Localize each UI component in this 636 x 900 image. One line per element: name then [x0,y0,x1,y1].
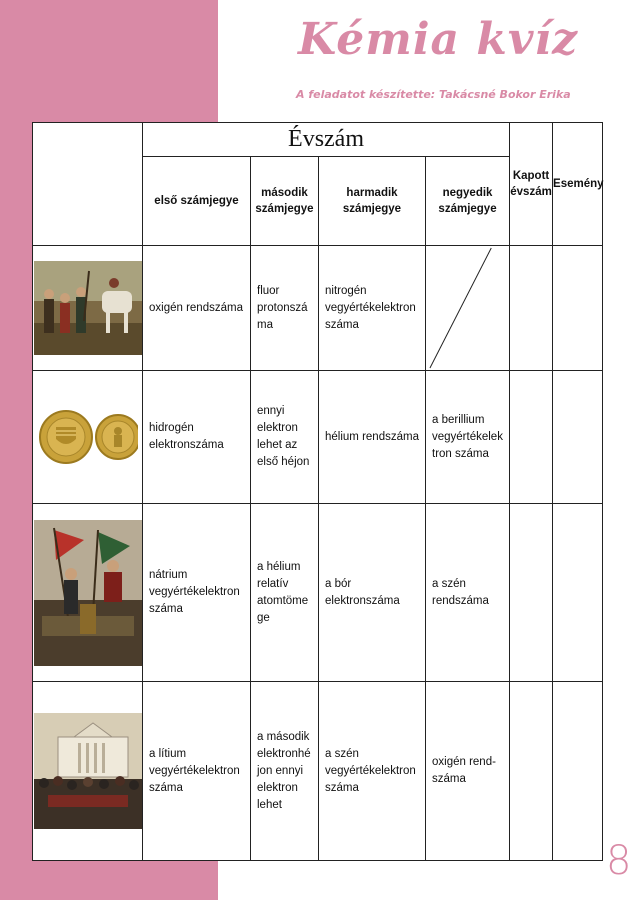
row2-first-digit: hidrogén elektronszáma [143,371,251,504]
event-header: Esemény [553,123,603,246]
row4-first-digit: a lítium vegyértékelektronszáma [143,682,251,861]
year-group-header: Évszám [143,123,510,157]
row3-got-year[interactable] [510,504,553,682]
row1-third-digit: nitrogén vegyértékelektronszáma [319,246,426,371]
row-picture-cell [33,504,143,682]
gold-coins-icon [38,407,138,467]
row3-fourth-digit: a szén rendszáma [426,504,510,682]
row-picture-cell [33,246,143,371]
row4-got-year[interactable] [510,682,553,861]
row1-second-digit: fluor protonszáma [251,246,319,371]
page-title: Kémia kvíz [298,14,579,65]
row3-event[interactable] [553,504,603,682]
row4-event[interactable] [553,682,603,861]
table-row [33,504,603,682]
painting-crowd-museum-icon [34,713,142,829]
row2-fourth-digit: a berillium vegyértékelektron száma [426,371,510,504]
table-row [33,682,603,861]
row1-fourth-digit-crossed [426,246,510,371]
row3-first-digit: nátrium vegyértékelektron száma [143,504,251,682]
header-third-digit: harmadik számjegye [319,157,426,246]
row1-got-year[interactable] [510,246,553,371]
row2-second-digit: ennyi elektron lehet az első héjon [251,371,319,504]
row2-got-year[interactable] [510,371,553,504]
empty-corner-cell [33,123,143,246]
header-fourth-digit: negyedik számjegye [426,157,510,246]
row1-first-digit: oxigén rendszáma [143,246,251,371]
header-second-digit: második számjegye [251,157,319,246]
row-picture-cell [33,371,143,504]
header-first-digit: első számjegye [143,157,251,246]
diagonal-strike-line [426,246,509,370]
row-picture-cell [33,682,143,861]
row4-third-digit: a szén vegyértékelektronszáma [319,682,426,861]
row4-fourth-digit: oxigén rend-száma [426,682,510,861]
row2-third-digit: hélium rendszáma [319,371,426,504]
painting-horseman-scene-icon [34,261,142,355]
page-subtitle: A feladatot készítette: Takácsné Bokor Erika [296,88,571,101]
table-row [33,246,603,371]
row1-event[interactable] [553,246,603,371]
page-number: 8 [606,838,632,884]
got-year-header: Kapott évszám [510,123,553,246]
painting-battle-flags-icon [34,520,142,666]
table-row [33,371,603,504]
row3-second-digit: a hélium relatív atomtömege [251,504,319,682]
row2-event[interactable] [553,371,603,504]
row3-third-digit: a bór elektronszáma [319,504,426,682]
row4-second-digit: a második elektronhéjon ennyi elektron lehet [251,682,319,861]
quiz-table [32,122,603,861]
